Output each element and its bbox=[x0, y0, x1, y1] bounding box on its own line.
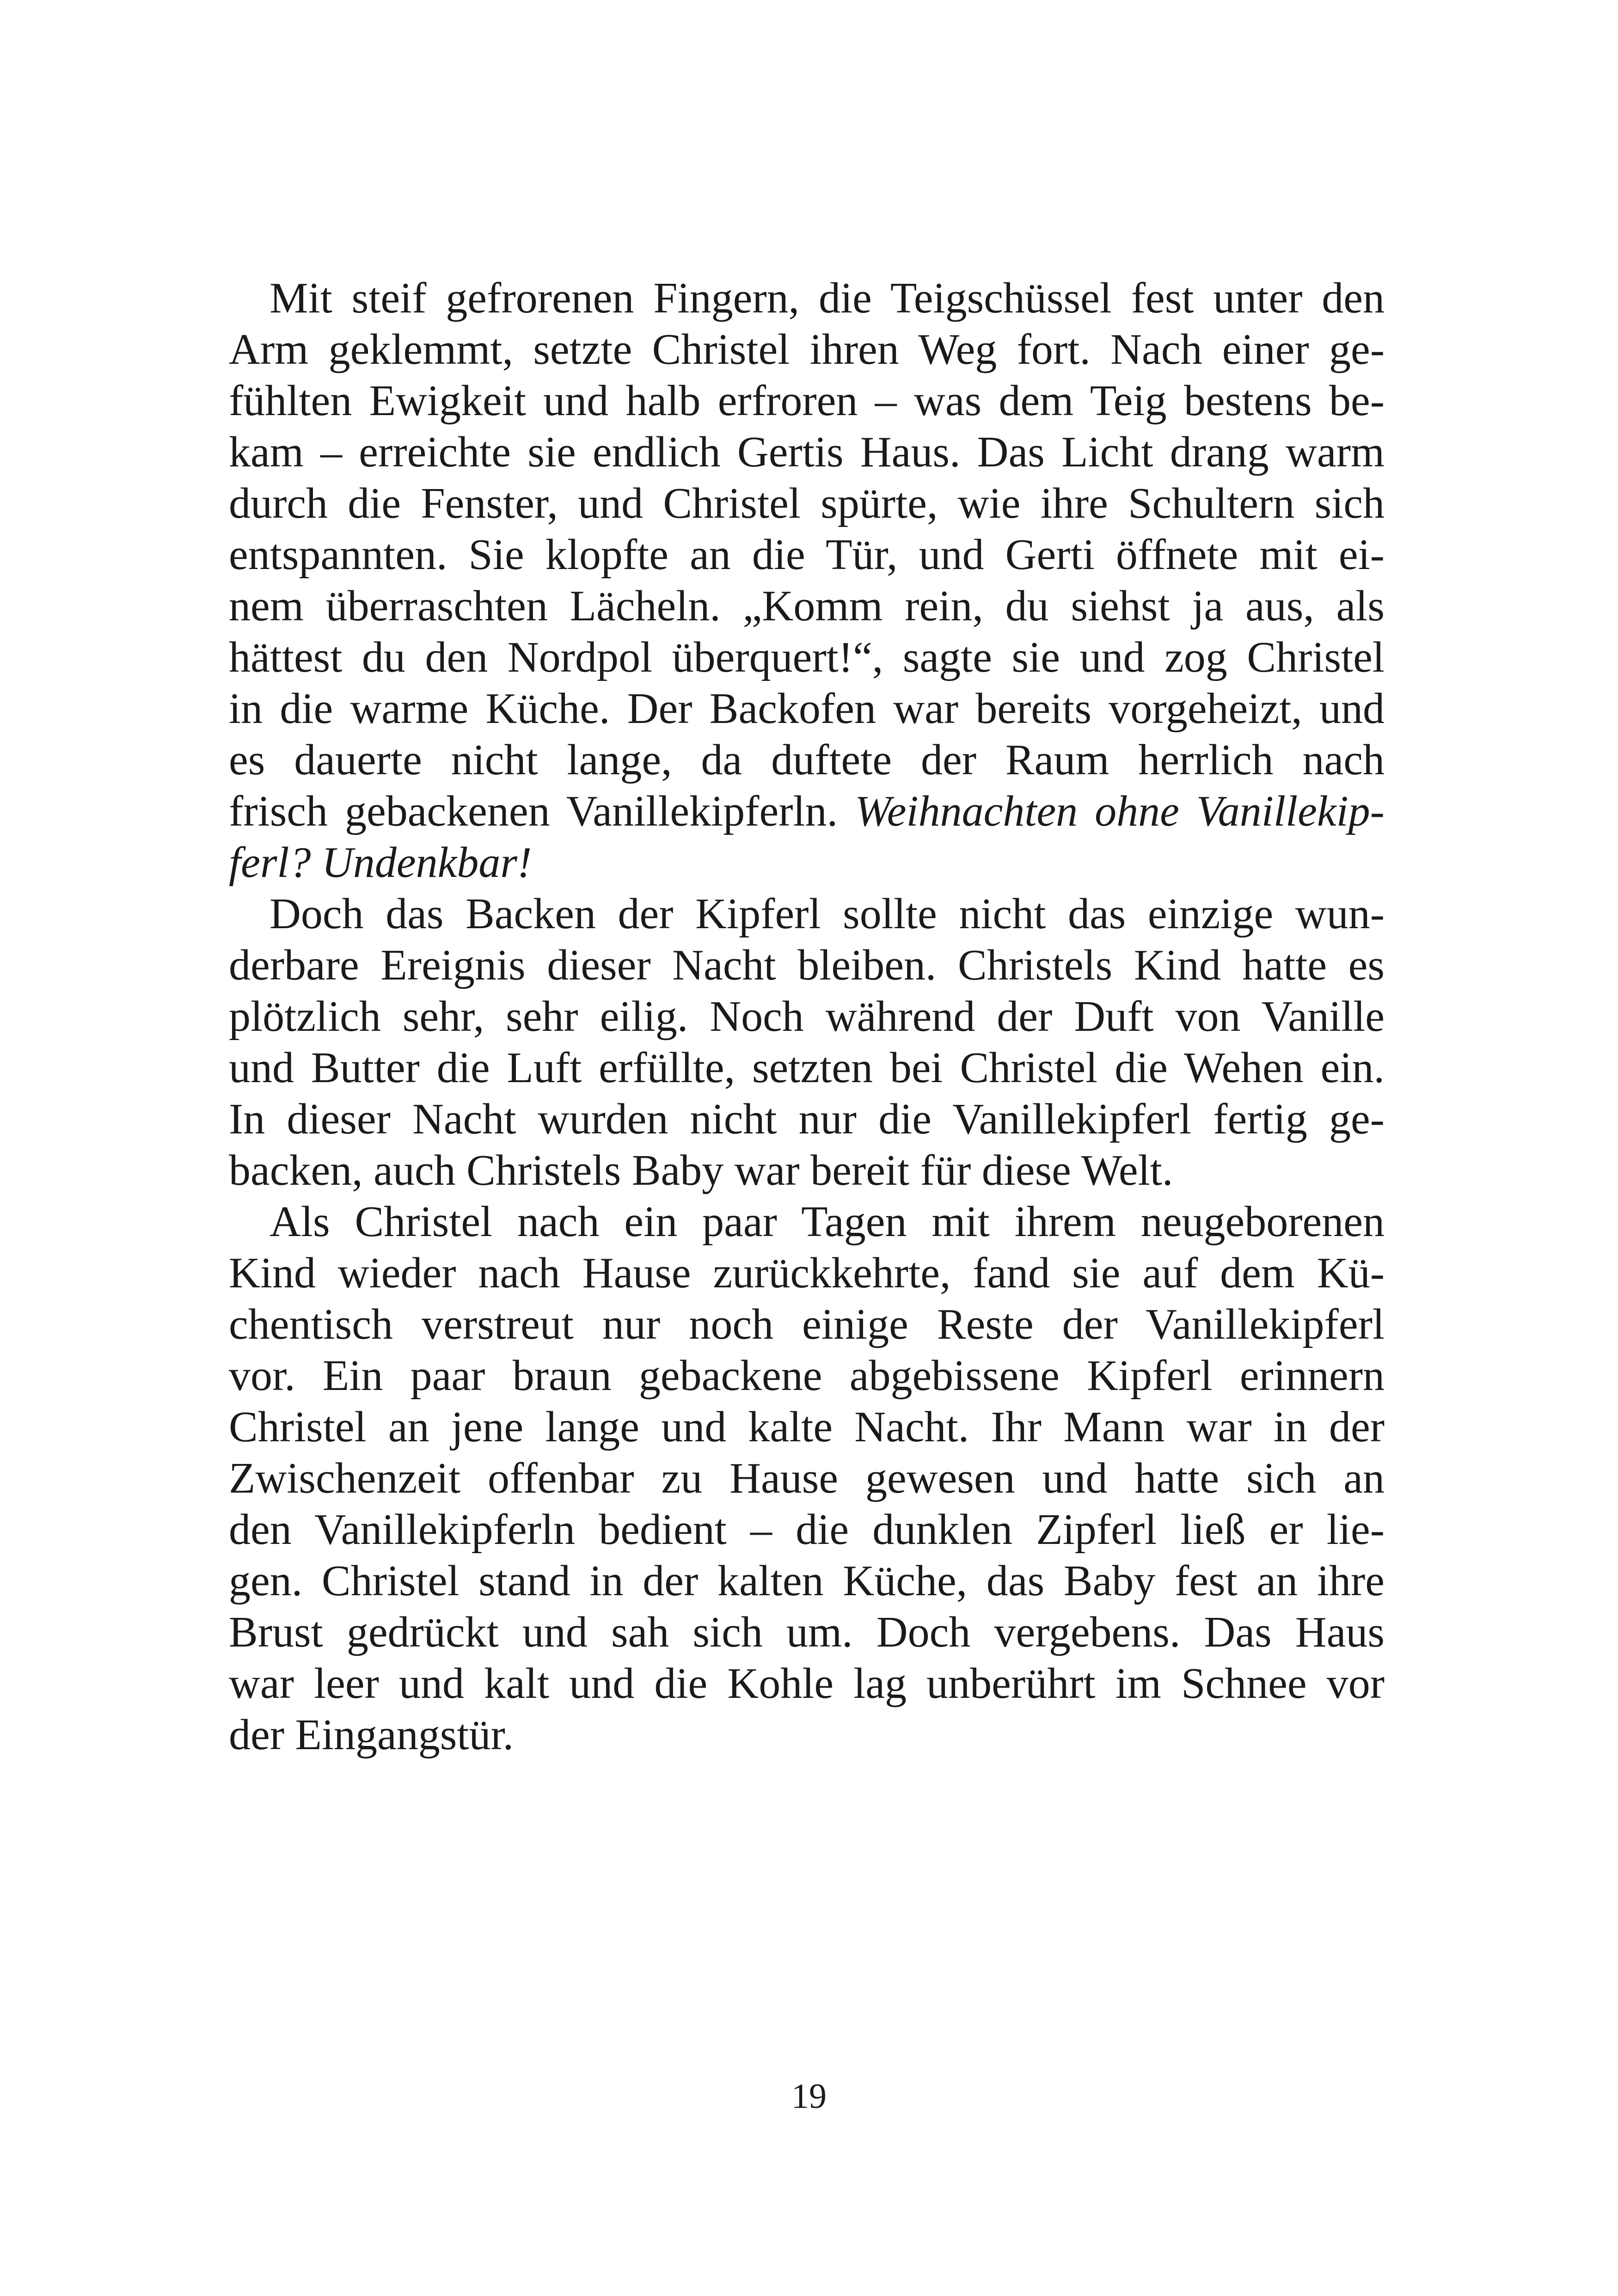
text-line: gen. Christel stand in der kalten Küche, das Baby fest an ihre bbox=[229, 1557, 1385, 1605]
text-line: fühlten Ewigkeit und halb erfroren – was dem Teig bestens be- bbox=[229, 377, 1385, 425]
text-line: In dieser Nacht wurden nicht nur die Vanillekipferl fertig ge- bbox=[229, 1095, 1385, 1143]
text-line: Zwischenzeit offenbar zu Hause gewesen und hatte sich an bbox=[229, 1454, 1385, 1502]
text-line: backen, auch Christels Baby war bereit für diese Welt. bbox=[229, 1146, 1173, 1194]
text-line: chentisch verstreut nur noch einige Reste der Vanillekipferl bbox=[229, 1300, 1385, 1348]
text-line: nem überraschten Lächeln. „Komm rein, du siehst ja aus, als bbox=[229, 582, 1385, 630]
text-line: kam – erreichte sie endlich Gertis Haus. Das Licht drang warm bbox=[229, 428, 1385, 476]
text-line-mixed bbox=[229, 786, 1385, 837]
text-line: der Eingangstür. bbox=[229, 1711, 514, 1759]
text-line: den Vanillekipferln bedient – die dunklen Zipferl ließ er lie- bbox=[229, 1506, 1385, 1554]
text-line: Mit steif gefrorenen Fingern, die Teigschüssel fest unter den bbox=[270, 274, 1385, 322]
text-line: Christel an jene lange und kalte Nacht. Ihr Mann war in der bbox=[229, 1403, 1385, 1451]
text-line: Kind wieder nach Hause zurückkehrte, fand sie auf dem Kü- bbox=[229, 1249, 1385, 1297]
text-segment: frisch gebackenen Vanillekipferln. bbox=[229, 787, 855, 835]
text-line: durch die Fenster, und Christel spürte, wie ihre Schultern sich bbox=[229, 479, 1385, 527]
text-line: Doch das Backen der Kipferl sollte nicht das einzige wun- bbox=[270, 890, 1385, 938]
text-line: und Butter die Luft erfüllte, setzten bei Christel die Wehen ein. bbox=[229, 1044, 1385, 1092]
text-line: vor. Ein paar braun gebackene abgebissene Kipferl erinnern bbox=[229, 1352, 1385, 1400]
text-line-italic bbox=[229, 837, 1385, 888]
text-line: plötzlich sehr, sehr eilig. Noch während der Duft von Vanille bbox=[229, 992, 1385, 1041]
page-number: 19 bbox=[791, 2077, 827, 2116]
text-line: Als Christel nach ein paar Tagen mit ihrem neugeborenen bbox=[270, 1198, 1385, 1246]
text-line: Arm geklemmt, setzte Christel ihren Weg fort. Nach einer ge- bbox=[229, 325, 1385, 373]
text-line: entspannten. Sie klopfte an die Tür, und Gerti öffnete mit ei- bbox=[229, 531, 1385, 579]
text-line: Brust gedrückt und sah sich um. Doch vergebens. Das Haus bbox=[229, 1608, 1385, 1656]
italic-text-segment: ferl? Undenkbar! bbox=[229, 839, 532, 887]
text-line: derbare Ereignis dieser Nacht bleiben. Christels Kind hatte es bbox=[229, 941, 1385, 989]
text-line: hättest du den Nordpol überquert!“, sagte sie und zog Christel bbox=[229, 633, 1385, 681]
text-line: es dauerte nicht lange, da duftete der Raum herrlich nach bbox=[229, 736, 1385, 784]
body-text bbox=[229, 273, 1385, 1761]
italic-text-segment: Weihnachten ohne Vanillekip- bbox=[855, 787, 1385, 835]
text-line: war leer und kalt und die Kohle lag unberührt im Schnee vor bbox=[229, 1659, 1385, 1708]
text-line: in die warme Küche. Der Backofen war bereits vorgeheizt, und bbox=[229, 685, 1385, 733]
